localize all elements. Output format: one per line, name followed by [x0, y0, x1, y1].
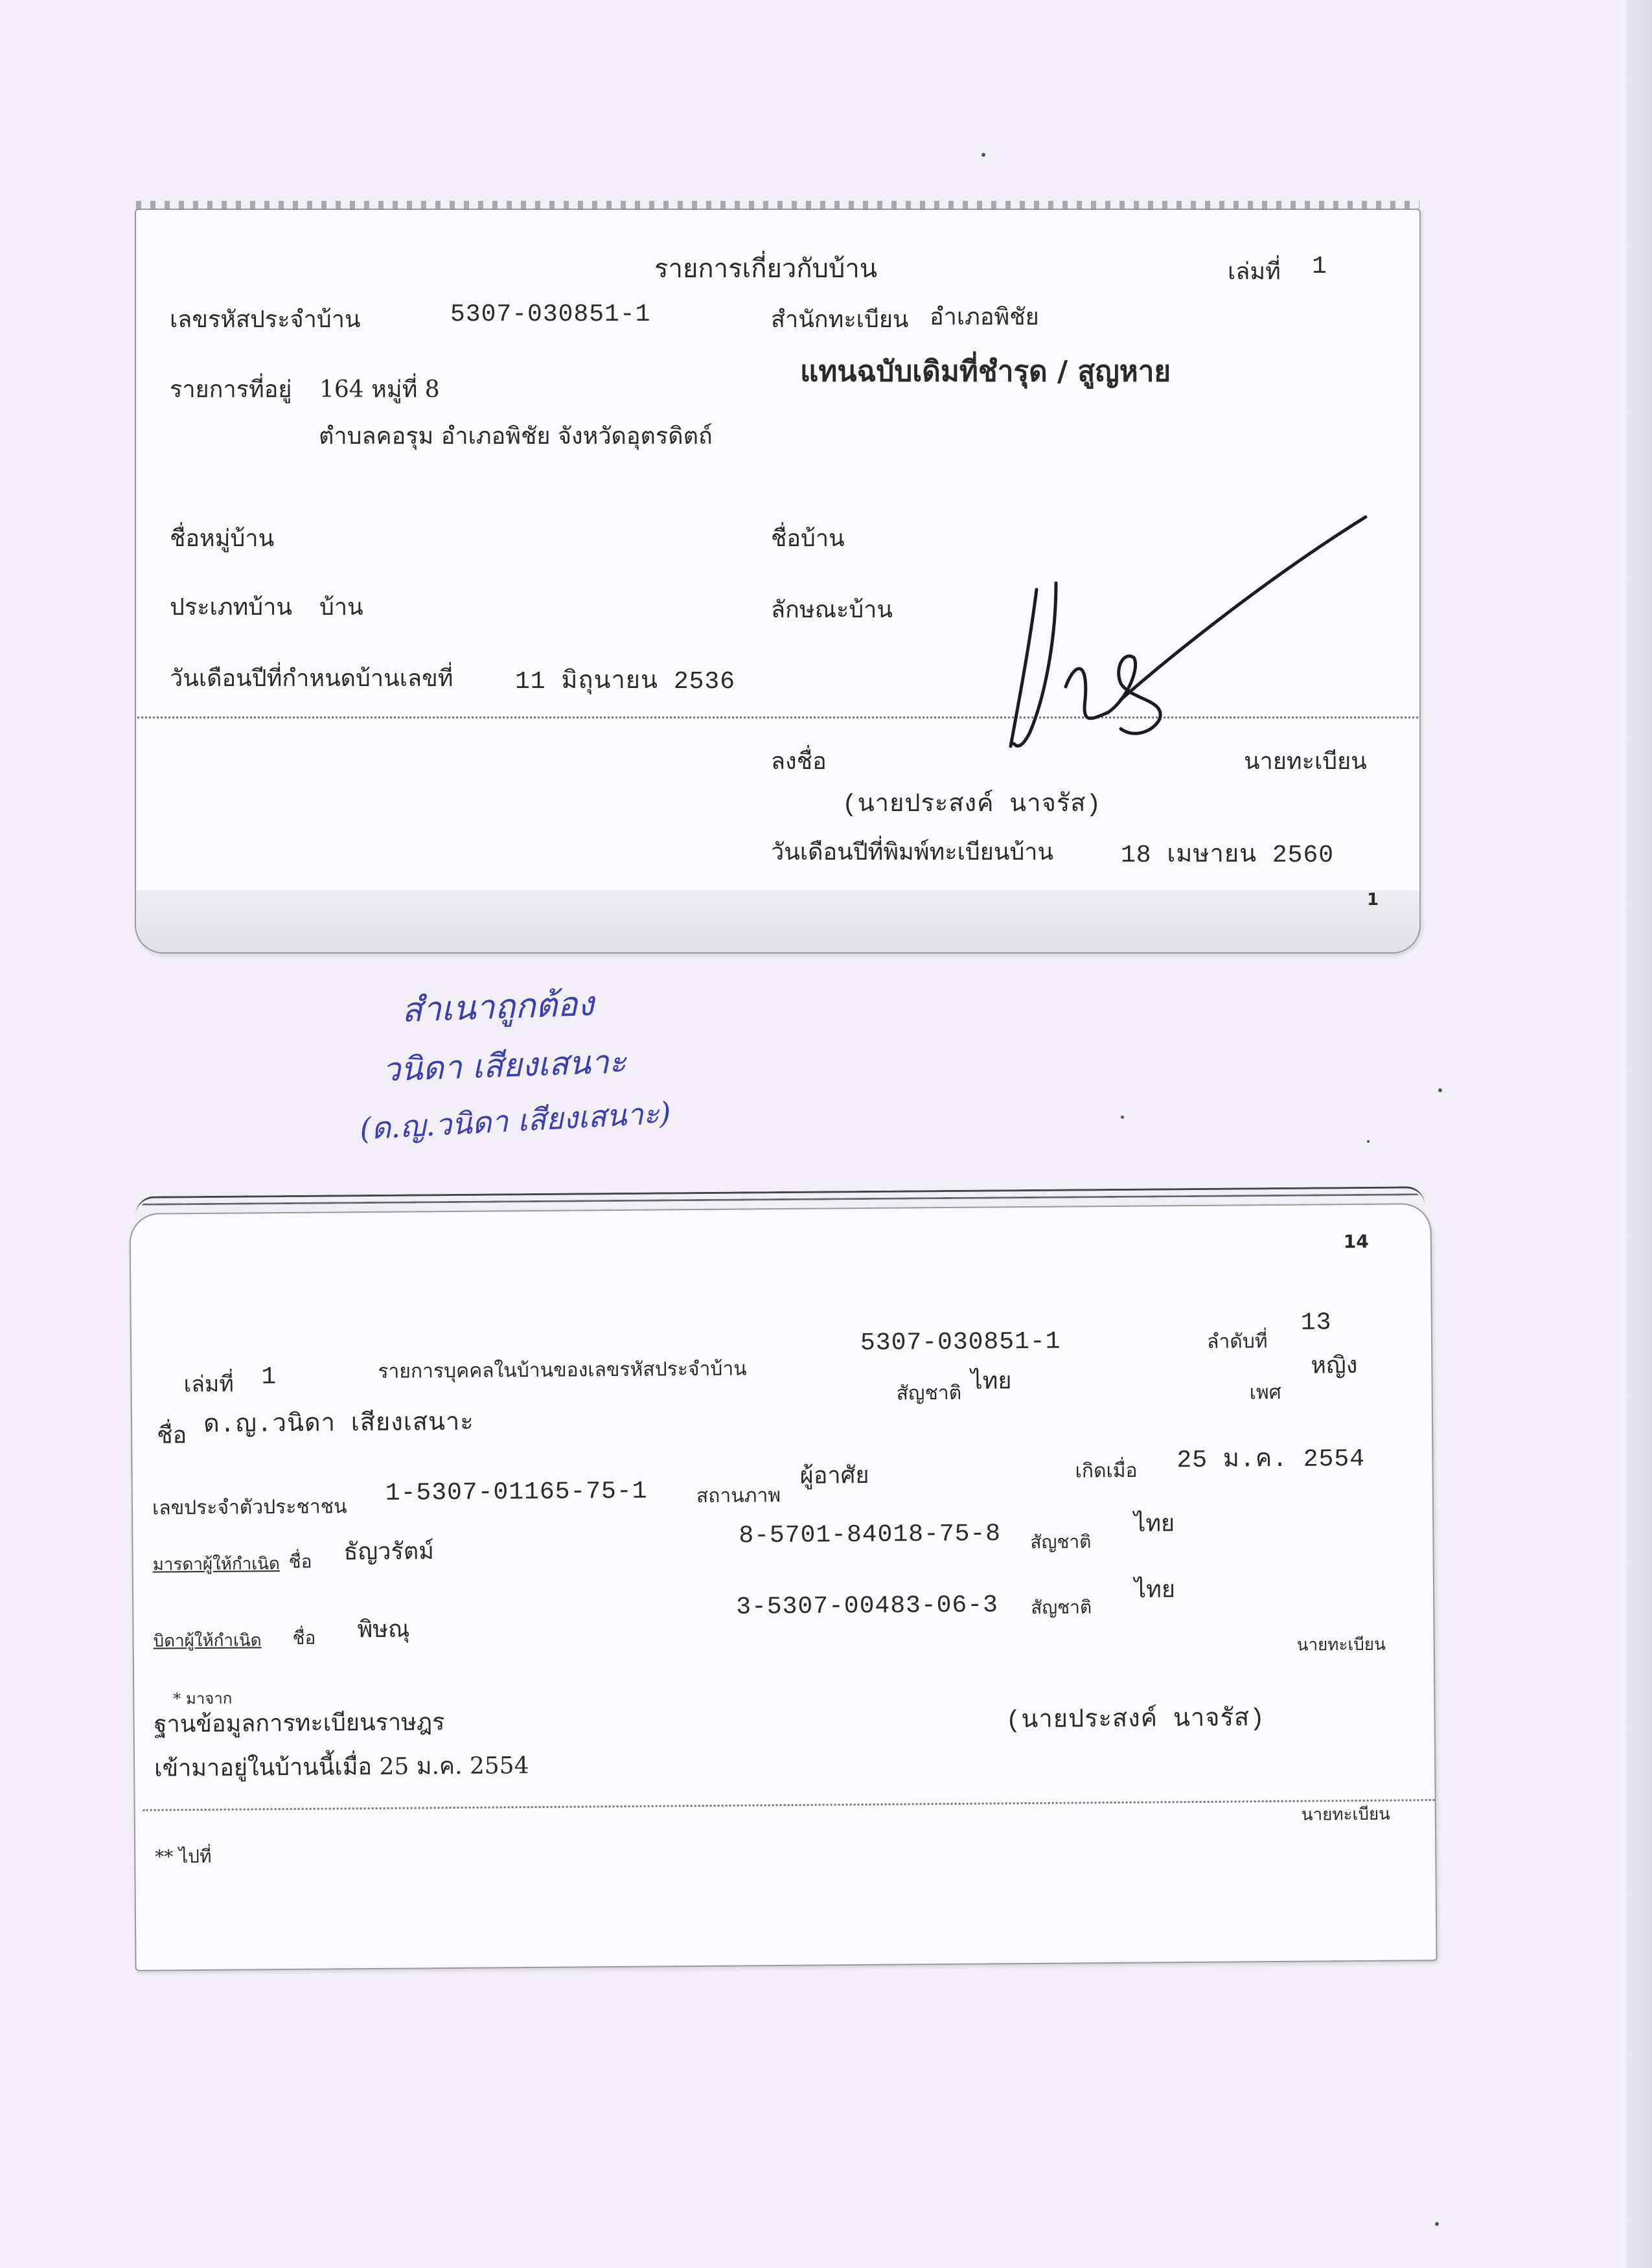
scan-right-edge — [1626, 0, 1652, 2268]
born-label: เกิดเมื่อ — [1075, 1459, 1138, 1483]
print-date-label: วันเดือนปีที่พิมพ์ทะเบียนบ้าน — [771, 839, 1054, 865]
from-value: ฐานข้อมูลการทะเบียนราษฎร — [154, 1709, 445, 1738]
registrar-signature — [959, 505, 1373, 764]
nationality-value: ไทย — [970, 1368, 1012, 1395]
dotted-divider — [143, 1799, 1435, 1811]
assigned-date-value: 11 มิถุนายน 2536 — [515, 668, 736, 696]
sex-label: เพศ — [1249, 1380, 1281, 1404]
address-line-2: ตำบลคอรุม อำเภอพิชัย จังหวัดอุตรดิตถ์ — [319, 423, 713, 450]
mother-label: มารดาผู้ให้กำเนิด — [152, 1554, 280, 1575]
mother-id: 8-5701-84018-75-8 — [739, 1520, 1002, 1550]
certifier-signature-text: วนิดา เสียงเสนาะ — [382, 1042, 627, 1089]
scan-speck — [1435, 2222, 1439, 2226]
registrar-label-upper: นายทะเบียน — [1296, 1634, 1386, 1655]
volume-label: เล่มที่ — [1228, 258, 1281, 285]
name-value: ด.ญ.วนิดา เสียงเสนาะ — [203, 1409, 474, 1440]
registrar-name: (นายประสงค์ นาจรัส) — [842, 791, 1102, 819]
father-nationality-label: สัญชาติ — [1031, 1596, 1092, 1618]
house-type-label: ประเภทบ้าน — [170, 594, 292, 621]
scan-speck — [1438, 1088, 1442, 1092]
mother-name: ธัญวรัตม์ — [343, 1538, 435, 1566]
sex-value: หญิง — [1311, 1352, 1358, 1379]
id-value: 1-5307-01165-75-1 — [385, 1477, 648, 1507]
sign-label: ลงชื่อ — [771, 748, 827, 775]
status-value: ผู้อาศัย — [799, 1461, 869, 1489]
assigned-date-label: วันเดือนปีที่กำหนดบ้านเลขที่ — [170, 665, 453, 692]
volume-value: 1 — [1312, 253, 1327, 281]
house-code-value: 5307-030851-1 — [450, 301, 651, 328]
house-code-value: 5307-030851-1 — [860, 1327, 1061, 1358]
address-label: รายการที่อยู่ — [170, 376, 292, 403]
volume-label: เล่มที่ — [183, 1371, 234, 1398]
registrar-label: นายทะเบียน — [1244, 748, 1367, 775]
born-value: 25 ม.ค. 2554 — [1176, 1445, 1366, 1475]
registry-office-value: อำเภอพิชัย — [930, 304, 1039, 330]
father-id: 3-5307-00483-06-3 — [736, 1591, 999, 1621]
house-code-label: เลขรหัสประจำบ้าน — [170, 306, 361, 333]
father-nationality: ไทย — [1134, 1576, 1176, 1603]
replacement-note: แทนฉบับเดิมที่ชำรุด / สูญหาย — [800, 355, 1171, 388]
perforated-edge — [136, 201, 1419, 210]
father-name-label: ชื่อ — [292, 1627, 316, 1649]
print-date-value: 18 เมษายน 2560 — [1121, 842, 1335, 869]
nationality-label: สัญชาติ — [896, 1381, 962, 1405]
order-value: 13 — [1300, 1309, 1332, 1337]
certified-copy-note: สำเนาถูกต้อง — [401, 984, 595, 1031]
father-label: บิดาผู้ให้กำเนิด — [153, 1631, 262, 1651]
registrar-label-lower: นายทะเบียน — [1301, 1804, 1391, 1825]
person-card-page-number: 14 — [1343, 1230, 1369, 1253]
card-stack-edge — [135, 1186, 1425, 1215]
section-title: รายการบุคคลในบ้านของเลขรหัสประจำบ้าน — [378, 1357, 747, 1383]
moved-to-label: ** ไปที่ — [155, 1845, 212, 1868]
father-name: พิษณุ — [357, 1616, 410, 1644]
house-name-label: ชื่อบ้าน — [771, 525, 845, 552]
scan-speck — [1121, 1116, 1124, 1119]
name-label: ชื่อ — [156, 1422, 187, 1449]
house-feature-label: ลักษณะบ้าน — [771, 597, 893, 623]
scan-speck — [981, 153, 985, 157]
card-bottom-band — [136, 890, 1419, 952]
from-label: * มาจาก — [173, 1689, 233, 1708]
registrar-name: (นายประสงค์ นาจรัส) — [1005, 1705, 1266, 1735]
mother-nationality-label: สัญชาติ — [1030, 1531, 1092, 1553]
scan-speck — [1367, 1140, 1370, 1143]
mother-name-label: ชื่อ — [288, 1550, 312, 1572]
house-type-value: บ้าน — [319, 594, 363, 621]
mother-nationality: ไทย — [1134, 1510, 1175, 1537]
person-record-card — [129, 1203, 1437, 1971]
status-label: สถานภาพ — [696, 1484, 781, 1508]
registry-office-label: สำนักทะเบียน — [771, 306, 909, 333]
certifier-printed-name: (ด.ญ.วนิดา เสียงเสนาะ) — [358, 1095, 672, 1147]
house-card-title: รายการเกี่ยวกับบ้าน — [654, 254, 878, 284]
id-label: เลขประจำตัวประชาชน — [152, 1495, 347, 1520]
address-line-1: 164 หมู่ที่ 8 — [319, 376, 440, 403]
village-name-label: ชื่อหมู่บ้าน — [170, 525, 275, 552]
order-label: ลำดับที่ — [1206, 1330, 1268, 1353]
moved-in-date: เข้ามาอยู่ในบ้านนี้เมื่อ 25 ม.ค. 2554 — [154, 1752, 529, 1782]
volume-value: 1 — [261, 1363, 277, 1392]
house-card-page-number: 1 — [1367, 890, 1379, 910]
